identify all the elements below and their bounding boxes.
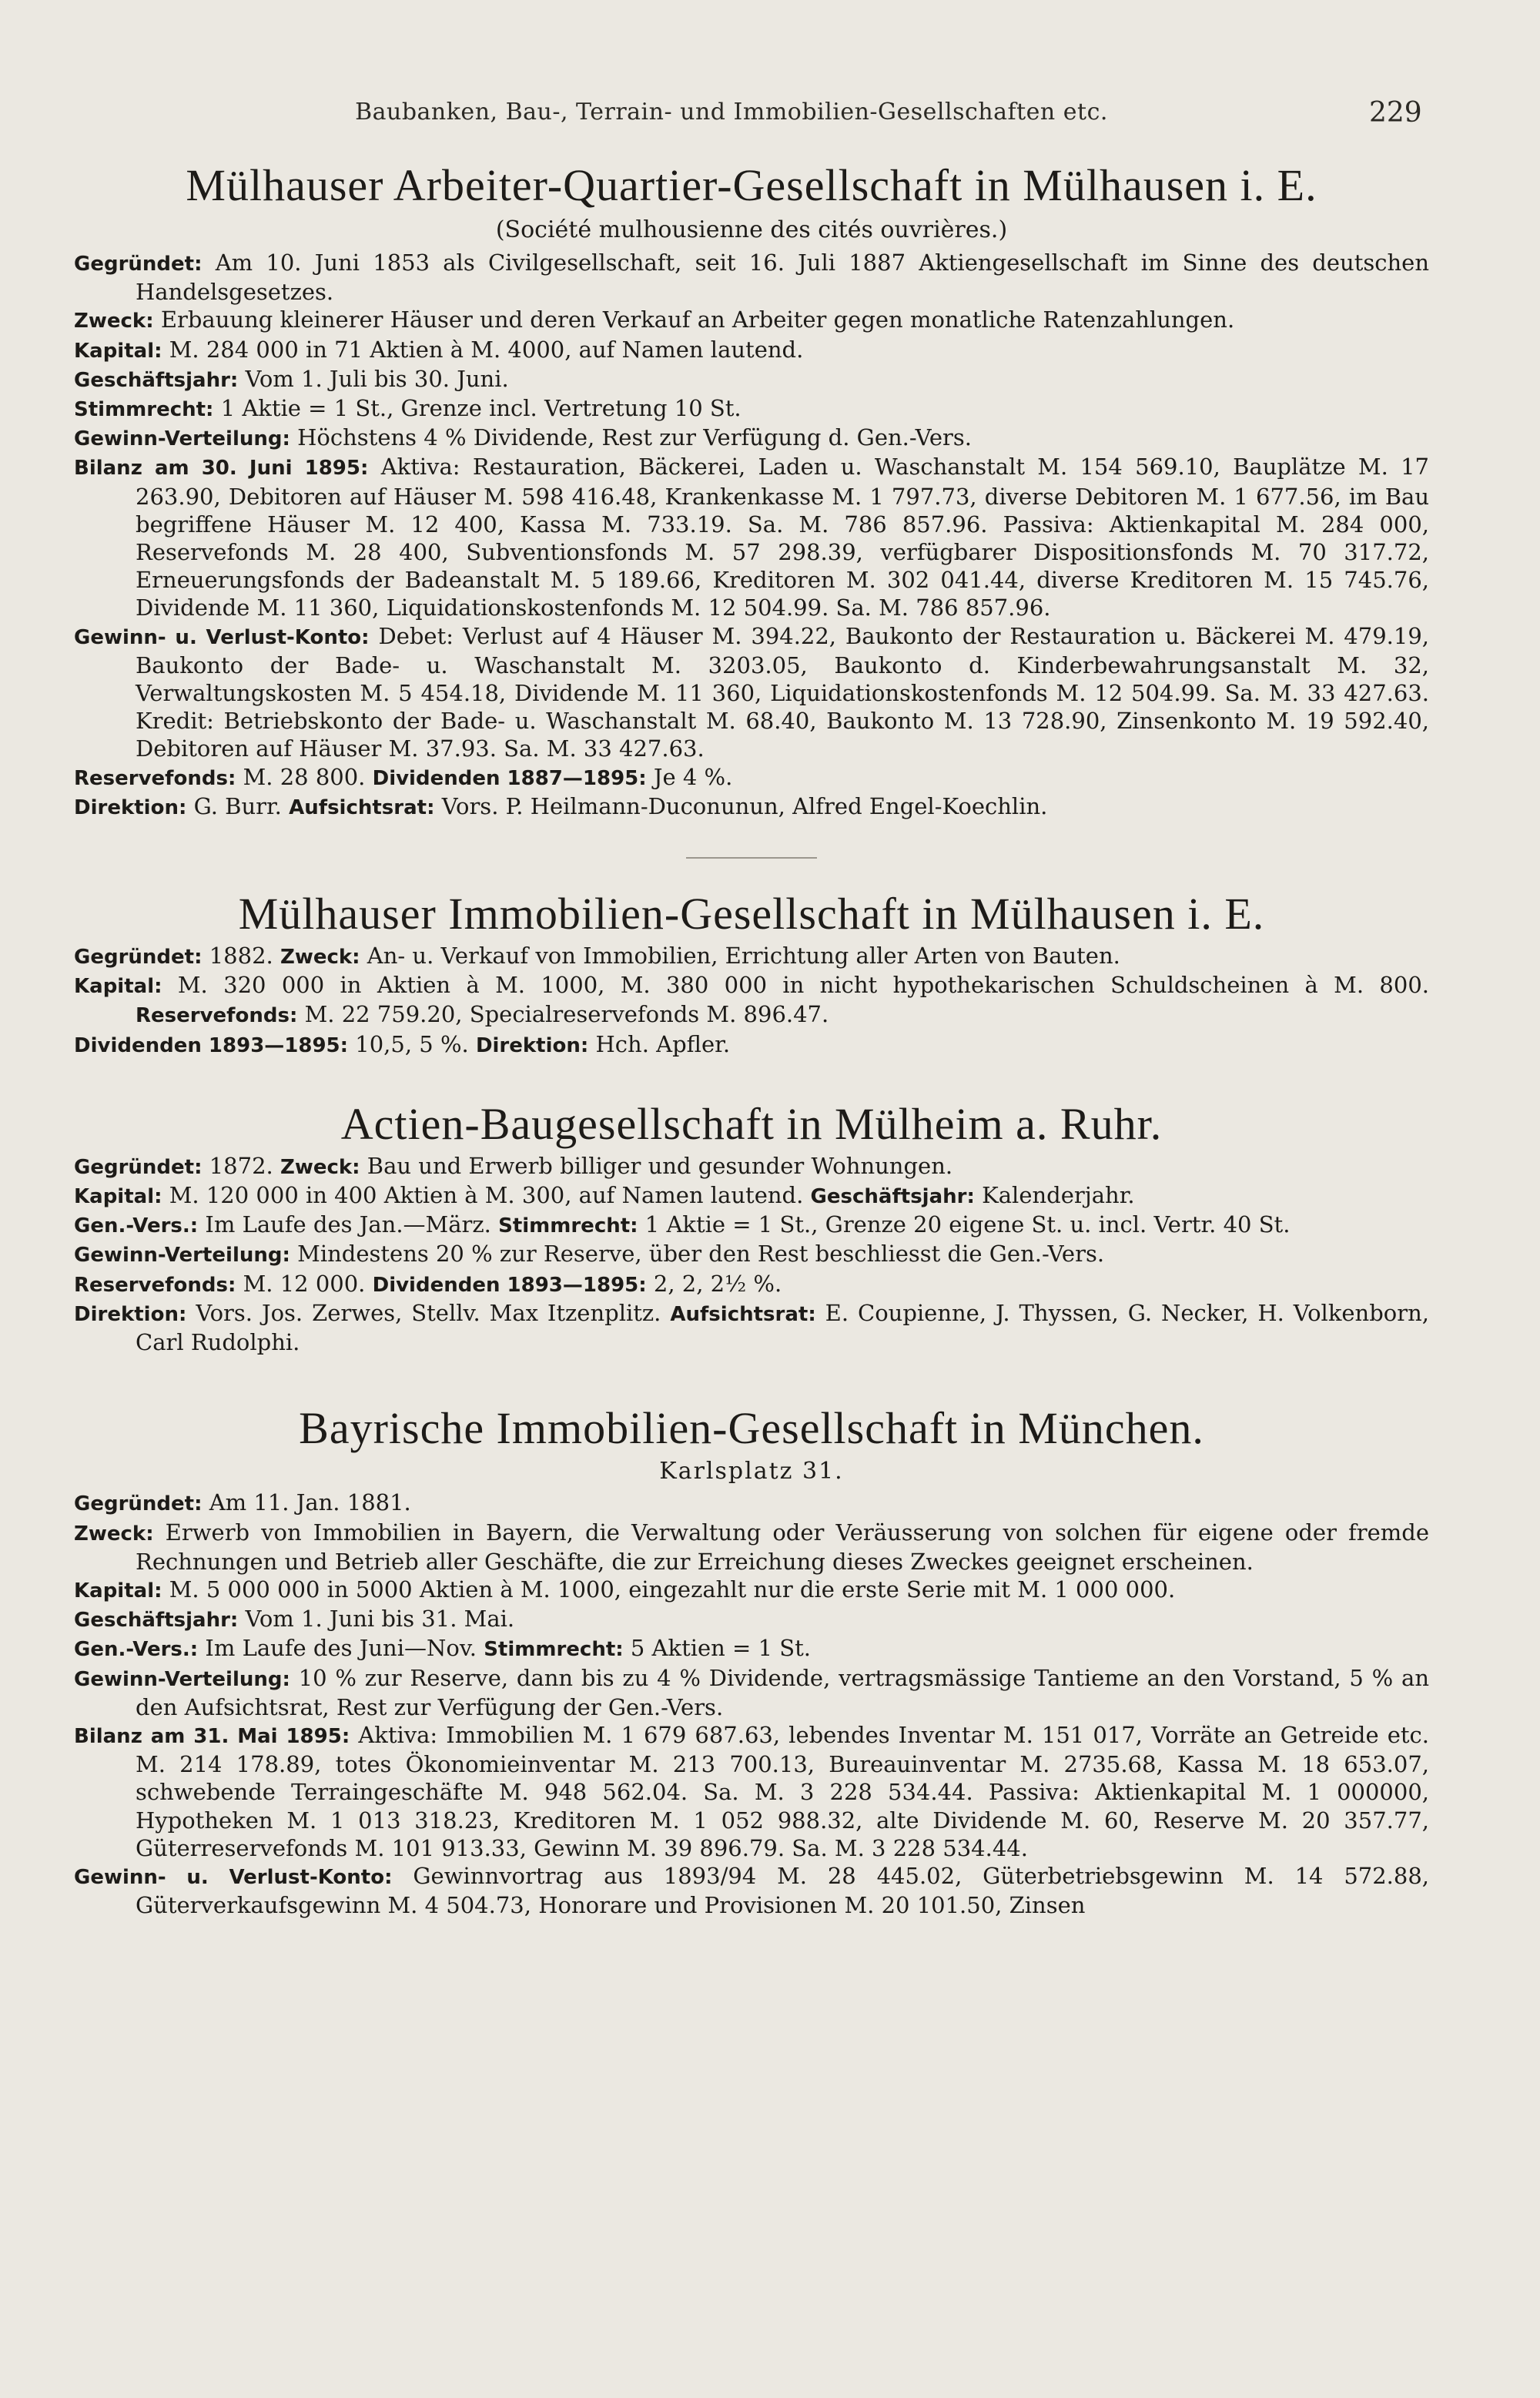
entry-text: Bau und Erwerb billiger und gesunder Wohnungen.	[367, 1152, 953, 1179]
entry-label: Gegründet:	[74, 946, 203, 970]
entry-label: Stimmrecht:	[498, 1214, 638, 1238]
entry-text: 1882.	[209, 943, 273, 970]
entry-text: Am 10. Juni 1853 als Civilgesellschaft, seit 16. Juli 1887 Aktiengesellschaft im Sinne des deutschen Handelsgesetzes.	[136, 250, 1429, 306]
entry-label: Kapital:	[74, 975, 162, 999]
entry-text: Debet: Verlust auf 4 Häuser M. 394.22, Baukonto der Restauration u. Bäckerei M. 479.19, Baukonto der Bade- u. Waschanstalt M. 3203.05, Baukonto d. Kinderbewahrungsanstalt M. 32, Verwaltungskosten M. 5 454.18, Dividende M. 11 360, Liquidationskostenfonds M. 12 504.99. Sa. M. 33 427.63. Kredit: Betriebskonto der Bade- u. Waschanstalt M. 68.40, Baukonto M. 13 728.90, Zinsenkonto M. 19 592.40, Debitoren auf Häuser M. 37.93. Sa. M. 33 427.63.	[136, 622, 1429, 762]
entry-text: M. 120 000 in 400 Aktien à M. 300, auf Namen lautend.	[169, 1182, 804, 1209]
entry-label: Reservefonds:	[74, 766, 236, 790]
entry-text: Im Laufe des Juni—Nov.	[205, 1635, 477, 1662]
entry-kapital	[74, 336, 1429, 365]
entry-text: Mindestens 20 % zur Reserve, über den Rest beschliesst die Gen.-Vers.	[297, 1241, 1105, 1268]
entry-stimmrecht	[74, 394, 1429, 424]
running-head: Baubanken, Bau-, Terrain- und Immobilien-Gesellschaften etc.	[355, 99, 1108, 126]
entry-label: Stimmrecht:	[74, 398, 214, 422]
entry-text: An- u. Verkauf von Immobilien, Errichtung aller Arten von Bauten.	[367, 943, 1120, 970]
entry-gegruendet	[74, 942, 1429, 971]
entry-text: M. 22 759.20, Specialreservefonds M. 896.47.	[304, 1001, 829, 1028]
entry-label: Aufsichtsrat:	[670, 1302, 816, 1326]
entry-direktion	[74, 792, 1429, 822]
entry-label: Direktion:	[74, 795, 187, 819]
entry-text: Im Laufe des Jan.—März.	[205, 1211, 491, 1238]
entry-text: Erbauung kleinerer Häuser und deren Verkauf an Arbeiter gegen monatliche Ratenzahlungen.	[160, 306, 1235, 333]
entry-label: Kapital:	[74, 1185, 162, 1209]
company-title: Mülhauser Arbeiter-Quartier-Gesellschaft in Mülhausen i. E.	[186, 160, 1317, 210]
entry-bilanz	[74, 453, 1429, 621]
entry-label: Zweck:	[74, 1522, 154, 1546]
entry-text: Gewinnvortrag aus 1893/94 M. 28 445.02, Güterbetriebsgewinn M. 14 572.88, Güterverkaufsgewinn M. 4 504.73, Honorare und Provisionen M. 20 101.50, Zinsen	[136, 1862, 1430, 1919]
entry-text: M. 12 000.	[243, 1270, 366, 1297]
entry-text: M. 320 000 in Aktien à M. 1000, M. 380 000 in nicht hypothekarischen Schuldscheinen à M. 800.	[177, 972, 1429, 999]
entry-gen-vers	[74, 1634, 1429, 1663]
entry-direktion	[74, 1299, 1429, 1356]
entry-text: 5 Aktien = 1 St.	[630, 1635, 811, 1662]
company-section	[74, 1097, 1429, 1356]
entry-label: Gegründet:	[74, 253, 203, 276]
entry-kapital	[74, 1181, 1429, 1211]
entry-label: Reservefonds:	[136, 1004, 298, 1028]
entry-bilanz	[74, 1721, 1429, 1862]
entry-text: 10,5, 5 %.	[355, 1030, 469, 1057]
entry-text: 10 % zur Reserve, dann bis zu 4 % Dividende, vertragsmässige Tantieme an den Vorstand, 5 % an den Aufsichtsrat, Rest zur Verfügung der Gen.-Vers.	[136, 1664, 1429, 1720]
entry-label: Geschäftsjahr:	[74, 1609, 239, 1633]
company-subtitle: (Société mulhousienne des cités ouvrières.)	[495, 216, 1008, 243]
entry-text: Aktiva: Restauration, Bäckerei, Laden u. Waschanstalt M. 154 569.10, Bauplätze M. 17 263.90, Debitoren auf Häuser M. 598 416.48, Krankenkasse M. 1 797.73, diverse Debitoren M. 1 677.56, im Bau begriffene Häuser M. 12 400, Kassa M. 733.19. Sa. M. 786 857.96. Passiva: Aktienkapital M. 284 000, Reservefonds M. 28 400, Subventionsfonds M. 57 298.39, verfügbarer Dispositionsfonds M. 70 317.72, Erneuerungsfonds der Badeanstalt M. 5 189.66, Kreditoren M. 302 041.44, diverse Kreditoren M. 15 745.76, Dividende M. 11 360, Liquidationskostenfonds M. 12 504.99. Sa. M. 786 857.96.	[136, 454, 1429, 621]
entry-label: Zweck:	[280, 946, 360, 970]
entry-text: 1872.	[209, 1152, 273, 1179]
entry-gewinn-verteilung	[74, 1240, 1429, 1269]
entry-dividenden	[74, 1030, 1429, 1060]
entry-label: Gen.-Vers.:	[74, 1214, 199, 1238]
entry-geschaeftsjahr	[74, 1605, 1429, 1634]
entry-label: Gegründet:	[74, 1155, 203, 1179]
entry-gewinn-verteilung	[74, 424, 1429, 453]
entry-label: Stimmrecht:	[484, 1638, 624, 1662]
entry-label: Direktion:	[74, 1302, 187, 1326]
entry-gewinn-verteilung	[74, 1664, 1429, 1721]
entry-label: Dividenden 1893—1895:	[372, 1273, 647, 1297]
entry-label: Direktion:	[475, 1033, 589, 1057]
entry-text: 2, 2, 2½ %.	[653, 1270, 782, 1297]
entry-gegruendet	[74, 1152, 1429, 1181]
entry-label: Kapital:	[74, 339, 162, 363]
entry-text: Vors. P. Heilmann-Duconunun, Alfred Engel-Koechlin.	[441, 792, 1048, 819]
entry-label: Gewinn-Verteilung:	[74, 1667, 290, 1691]
entry-gegruendet	[74, 249, 1429, 306]
company-title: Actien-Baugesellschaft in Mülheim a. Ruhr.	[340, 1098, 1163, 1149]
entry-text: Vors. Jos. Zerwes, Stellv. Max Itzenplitz.	[196, 1299, 661, 1326]
company-title: Mülhauser Immobilien-Gesellschaft in Mülhausen i. E.	[238, 889, 1265, 939]
entry-label: Geschäftsjahr:	[74, 368, 239, 392]
company-section	[74, 1401, 1429, 1919]
entry-gewinn-verlust	[74, 1862, 1429, 1919]
entry-label: Zweck:	[280, 1155, 360, 1179]
entry-text: Kalenderjahr.	[982, 1182, 1135, 1209]
entry-text: G. Burr.	[193, 792, 282, 819]
entry-label: Bilanz am 31. Mai 1895:	[74, 1724, 350, 1748]
entry-label: Gewinn- u. Verlust-Konto:	[74, 1865, 393, 1889]
entry-gen-vers	[74, 1211, 1429, 1240]
entry-text: Vom 1. Juni bis 31. Mai.	[245, 1606, 515, 1633]
entry-label: Gewinn-Verteilung:	[74, 1244, 290, 1268]
entry-text: E. Coupienne, J. Thyssen, G. Necker, H. Volkenborn, Carl Rudolphi.	[136, 1299, 1430, 1356]
entry-label: Reservefonds:	[74, 1273, 236, 1297]
page-content	[74, 158, 1429, 1919]
entry-text: 1 Aktie = 1 St., Grenze incl. Vertretung 10 St.	[220, 395, 742, 422]
entry-zweck	[74, 1519, 1429, 1576]
entry-label: Bilanz am 30. Juni 1895:	[74, 457, 369, 481]
entry-label: Gegründet:	[74, 1492, 203, 1516]
entry-text: Hch. Apfler.	[595, 1030, 731, 1057]
page-number: 229	[1369, 97, 1422, 129]
entry-label: Geschäftsjahr:	[810, 1185, 975, 1209]
entry-kapital	[74, 1576, 1429, 1605]
entry-zweck	[74, 306, 1429, 335]
company-address: Karlsplatz 31.	[659, 1458, 844, 1485]
entry-label: Kapital:	[74, 1579, 162, 1603]
entry-geschaeftsjahr	[74, 365, 1429, 394]
entry-gegruendet	[74, 1489, 1429, 1518]
entry-label: Zweck:	[74, 310, 154, 333]
entry-text: Am 11. Jan. 1881.	[209, 1489, 411, 1516]
entry-label: Dividenden 1893—1895:	[74, 1033, 349, 1057]
entry-label: Aufsichtsrat:	[289, 795, 435, 819]
entry-text: Erwerb von Immobilien in Bayern, die Verwaltung oder Veräusserung von solchen für eigene oder fremde Rechnungen und Betrieb aller Geschäfte, die zur Erreichung dieses Zweckes geeignet erscheinen.	[136, 1519, 1429, 1575]
entry-text: Aktiva: Immobilien M. 1 679 687.63, lebendes Inventar M. 151 017, Vorräte an Getreide etc. M. 214 178.89, totes Ökonomieinventar M. 213 700.13, Bureauinventar M. 2735.68, Kassa M. 18 653.07, schwebende Terraingeschäfte M. 948 562.04. Sa. M. 3 228 534.44. Passiva: Aktienkapital M. 1 000000, Hypotheken M. 1 013 318.23, Kreditoren M. 1 052 988.32, alte Dividende M. 60, Reserve M. 20 357.77, Güterreservefonds M. 101 913.33, Gewinn M. 39 896.79. Sa. M. 3 228 534.44.	[136, 1721, 1429, 1861]
entry-text: Höchstens 4 % Dividende, Rest zur Verfügung d. Gen.-Vers.	[297, 424, 972, 451]
entry-text: Je 4 %.	[653, 763, 733, 790]
entry-reservefonds	[74, 1270, 1429, 1299]
entry-text: M. 28 800.	[243, 763, 366, 790]
section-divider	[686, 857, 817, 859]
entry-label: Gen.-Vers.:	[74, 1638, 199, 1662]
entry-text: M. 5 000 000 in 5000 Aktien à M. 1000, eingezahlt nur die erste Serie mit M. 1 000 000.	[169, 1576, 1176, 1603]
entry-gewinn-verlust	[74, 622, 1429, 763]
company-section	[74, 158, 1429, 822]
entry-text: 1 Aktie = 1 St., Grenze 20 eigene St. u. incl. Vertr. 40 St.	[644, 1211, 1291, 1238]
entry-label: Gewinn-Verteilung:	[74, 427, 290, 451]
entry-label: Gewinn- u. Verlust-Konto:	[74, 625, 370, 649]
entry-text: Vom 1. Juli bis 30. Juni.	[245, 365, 509, 392]
entry-kapital	[74, 971, 1429, 1030]
entry-text: M. 284 000 in 71 Aktien à M. 4000, auf Namen lautend.	[169, 336, 804, 363]
entry-label: Dividenden 1887—1895:	[372, 766, 647, 790]
company-title: Bayrische Immobilien-Gesellschaft in München.	[299, 1403, 1204, 1454]
company-section	[74, 886, 1429, 1060]
entry-reservefonds	[74, 763, 1429, 792]
